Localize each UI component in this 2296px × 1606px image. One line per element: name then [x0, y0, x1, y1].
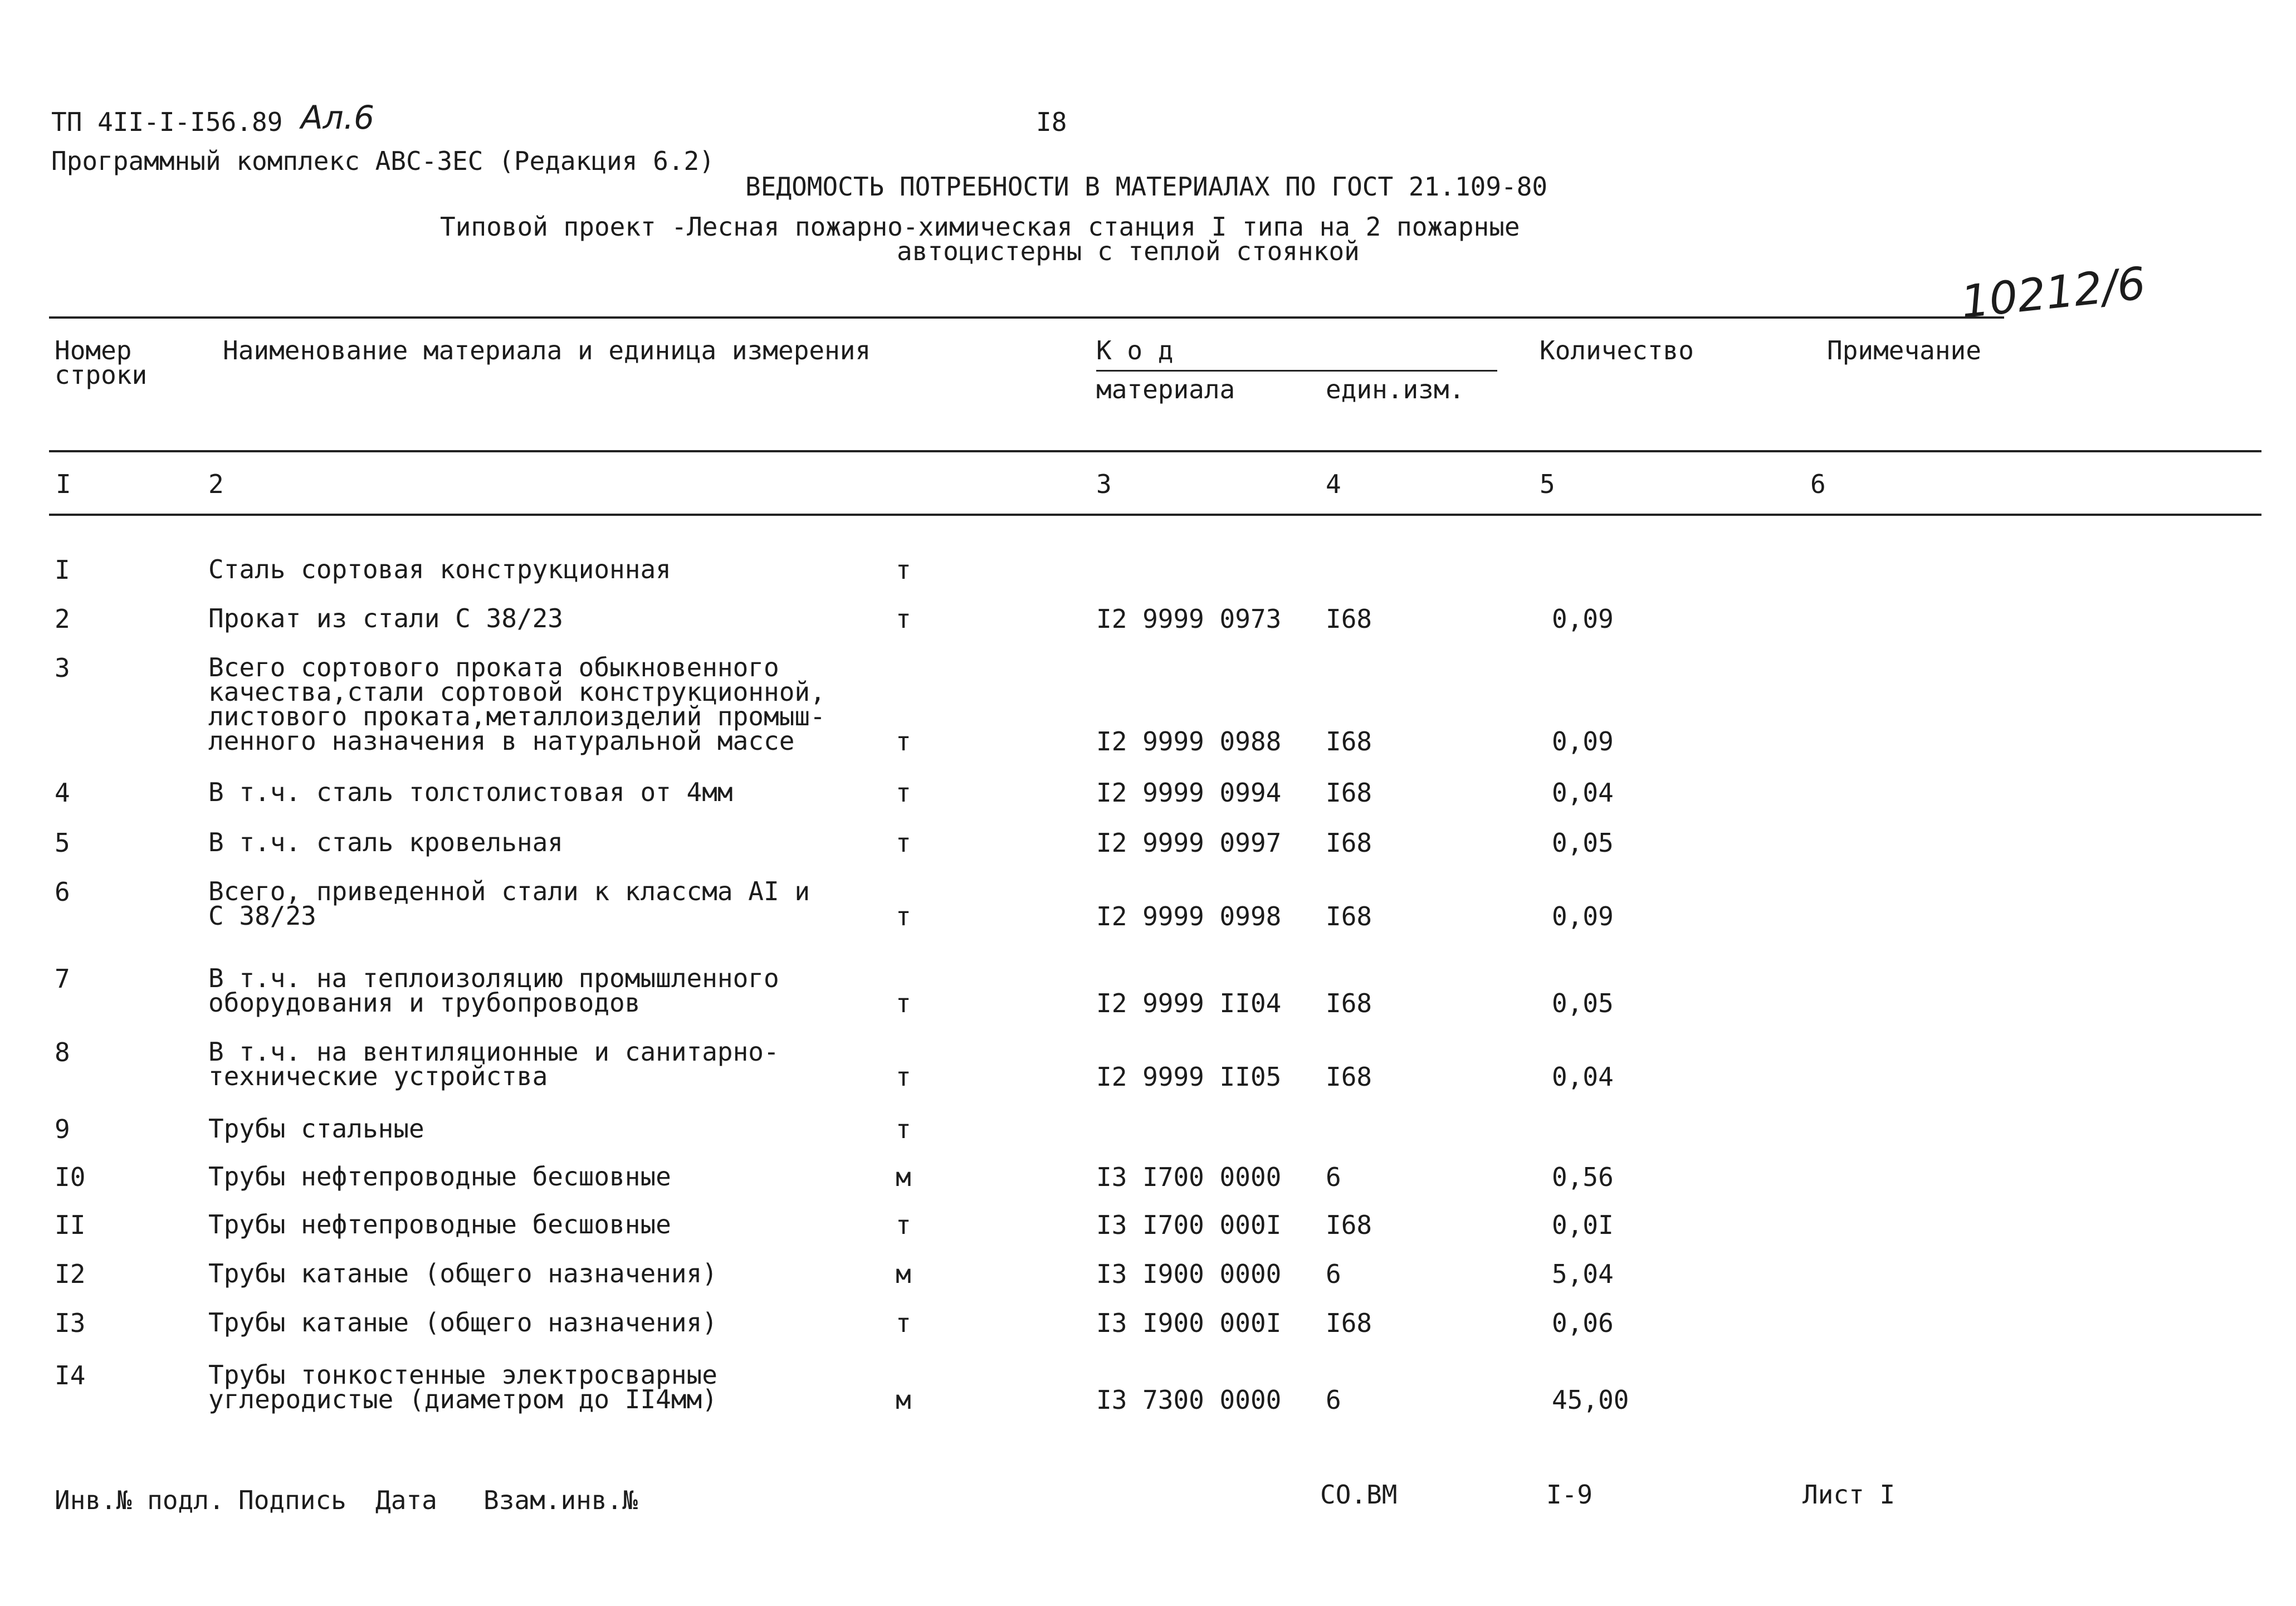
material-name	[208, 554, 671, 584]
unit-code: I68	[1326, 1210, 1372, 1240]
quantity: 0,56	[1552, 1162, 1614, 1192]
material-code: I3 I900 0000	[1096, 1259, 1282, 1289]
column-number-5: 5	[1540, 469, 1555, 499]
quantity: 0,09	[1552, 726, 1614, 756]
unit-code: 6	[1326, 1385, 1341, 1415]
unit-symbol: т	[896, 1114, 911, 1144]
unit-symbol: т	[896, 1308, 911, 1338]
column-number-2: 2	[208, 469, 224, 499]
unit-symbol: т	[896, 1210, 911, 1240]
unit-code: 6	[1326, 1259, 1341, 1289]
material-name	[208, 652, 825, 756]
material-name-line: Сталь сортовая конструкционная	[208, 554, 671, 584]
unit-symbol: м	[896, 1385, 911, 1415]
material-code: I2 9999 0997	[1096, 828, 1282, 858]
material-code: I2 9999 0973	[1096, 604, 1282, 634]
row-number: I	[55, 555, 70, 585]
column-header-quantity: Количество	[1540, 335, 1694, 365]
material-name-line: Всего, приведенной стали к классма АI и	[208, 876, 810, 906]
material-code: I2 9999 II05	[1096, 1062, 1282, 1092]
unit-symbol: т	[896, 988, 911, 1018]
unit-code: I68	[1326, 778, 1372, 808]
material-name-line: оборудования и трубопроводов	[208, 988, 641, 1018]
unit-symbol: т	[896, 1062, 911, 1092]
material-name-line: Прокат из стали С 38/23	[208, 603, 563, 633]
quantity: 0,04	[1552, 778, 1614, 808]
material-code: I2 9999 0994	[1096, 778, 1282, 808]
material-name-line: Трубы катаные (общего назначения)	[208, 1307, 717, 1337]
column-numbers-bottom-rule	[49, 514, 2261, 516]
material-name	[208, 1037, 779, 1091]
material-code: I3 7300 0000	[1096, 1385, 1282, 1415]
column-header-row-number	[55, 335, 148, 390]
column-number-3: 3	[1096, 469, 1112, 499]
row-number: 6	[55, 877, 70, 907]
material-name-line: качества,стали сортовой конструкционной,	[208, 677, 825, 707]
row-number-line1: Номер	[55, 335, 132, 365]
row-number: 4	[55, 778, 70, 808]
quantity: 0,04	[1552, 1062, 1614, 1092]
material-code: I2 9999 0998	[1096, 901, 1282, 931]
unit-code: I68	[1326, 1308, 1372, 1338]
material-name	[208, 777, 733, 807]
quantity: 0,09	[1552, 901, 1614, 931]
material-name-line: листового проката,металлоизделий промыш-	[208, 701, 825, 731]
material-name	[208, 1161, 671, 1192]
column-header-name: Наименование материала и единица измерения	[223, 335, 871, 365]
column-header-code-material: материала	[1096, 374, 1235, 404]
row-number: I3	[55, 1308, 86, 1338]
material-name	[208, 1360, 717, 1414]
unit-code: I68	[1326, 901, 1372, 931]
unit-symbol: т	[896, 726, 911, 756]
unit-symbol: м	[896, 1259, 911, 1289]
unit-symbol: т	[896, 828, 911, 858]
unit-code: I68	[1326, 988, 1372, 1018]
unit-symbol: т	[896, 555, 911, 585]
column-header-code-unit: един.изм.	[1326, 374, 1465, 404]
code-subheader-rule	[1096, 370, 1497, 372]
material-name	[208, 827, 563, 857]
row-number: 5	[55, 828, 70, 858]
header-bottom-rule	[49, 450, 2261, 452]
footer-date: Дата	[375, 1485, 437, 1515]
material-name-line: Всего сортового проката обыкновенного	[208, 652, 779, 682]
row-number: 9	[55, 1114, 70, 1144]
unit-symbol: т	[896, 778, 911, 808]
unit-symbol: т	[896, 604, 911, 634]
unit-code: 6	[1326, 1162, 1341, 1192]
unit-code: I68	[1326, 828, 1372, 858]
unit-symbol: т	[896, 901, 911, 931]
unit-code: I68	[1326, 1062, 1372, 1092]
footer-signature: Подпись	[238, 1485, 346, 1515]
row-number: 7	[55, 964, 70, 994]
material-code: I3 I700 0000	[1096, 1162, 1282, 1192]
material-name	[208, 1307, 717, 1337]
unit-code: I68	[1326, 604, 1372, 634]
material-name	[208, 1209, 671, 1239]
project-title-line2: автоцистерны с теплой стоянкой	[897, 236, 1360, 266]
quantity: 0,05	[1552, 988, 1614, 1018]
material-name-line: В т.ч. сталь кровельная	[208, 827, 563, 857]
footer-code: СО.ВМ	[1320, 1480, 1398, 1510]
material-name	[208, 963, 779, 1018]
unit-symbol: м	[896, 1162, 911, 1192]
material-code: I2 9999 II04	[1096, 988, 1282, 1018]
row-number: I4	[55, 1360, 86, 1390]
quantity: 0,05	[1552, 828, 1614, 858]
quantity: 0,09	[1552, 604, 1614, 634]
material-name-line: Трубы катаные (общего назначения)	[208, 1258, 717, 1288]
row-number: 3	[55, 653, 70, 683]
column-header-note: Примечание	[1827, 335, 1981, 365]
material-name	[208, 1114, 424, 1144]
material-name-line: ленного назначения в натуральной массе	[208, 726, 795, 756]
unit-code: I68	[1326, 726, 1372, 756]
material-name	[208, 1258, 717, 1288]
quantity: 0,0I	[1552, 1210, 1614, 1240]
page-number: I8	[1036, 107, 1067, 137]
doc-reference-handwritten: Ал.6	[301, 99, 375, 136]
row-number: I0	[55, 1162, 86, 1192]
quantity: 0,06	[1552, 1308, 1614, 1338]
document-title: ВЕДОМОСТЬ ПОТРЕБНОСТИ В МАТЕРИАЛАХ ПО ГОСТ 21.109-80	[745, 172, 1548, 202]
row-number: I2	[55, 1259, 86, 1289]
software-line: Программный комплекс АВС-3ЕС (Редакция 6.2)	[51, 146, 715, 176]
material-code: I2 9999 0988	[1096, 726, 1282, 756]
material-name-line: Трубы нефтепроводные бесшовные	[208, 1209, 671, 1239]
quantity: 5,04	[1552, 1259, 1614, 1289]
material-name-line: Трубы тонкостенные электросварные	[208, 1360, 717, 1390]
footer-section: I-9	[1546, 1480, 1593, 1510]
material-code: I3 I900 000I	[1096, 1308, 1282, 1338]
column-number-6: 6	[1810, 469, 1826, 499]
material-name-line: С 38/23	[208, 901, 316, 931]
row-number-line2: строки	[55, 360, 148, 390]
project-title-line1: Типовой проект -Лесная пожарно-химическая станция I типа на 2 пожарные	[440, 212, 1520, 242]
doc-reference: ТП 4II-I-I56.89	[51, 107, 283, 137]
column-number-4: 4	[1326, 469, 1341, 499]
material-name-line: В т.ч. на вентиляционные и санитарно-	[208, 1037, 779, 1067]
material-name-line: Трубы стальные	[208, 1114, 424, 1144]
material-name	[208, 603, 563, 633]
row-number: II	[55, 1210, 86, 1240]
footer-sheet: Лист I	[1802, 1480, 1896, 1510]
material-name-line: Трубы нефтепроводные бесшовные	[208, 1161, 671, 1192]
table-top-rule	[49, 316, 2004, 319]
footer-replaced-inv: Взам.инв.№	[483, 1485, 638, 1515]
material-name-line: технические устройства	[208, 1061, 548, 1091]
row-number: 2	[55, 604, 70, 634]
material-name-line: В т.ч. на теплоизоляцию промышленного	[208, 963, 779, 993]
row-number: 8	[55, 1037, 70, 1067]
handwritten-number: 10212/6	[1958, 257, 2148, 329]
material-name-line: В т.ч. сталь толстолистовая от 4мм	[208, 777, 733, 807]
footer-inv-number: Инв.№ подл.	[55, 1485, 224, 1515]
column-header-code: К о д	[1096, 335, 1174, 365]
column-number-1: I	[56, 469, 71, 499]
material-name-line: углеродистые (диаметром до II4мм)	[208, 1384, 717, 1414]
material-name	[208, 876, 810, 931]
material-code: I3 I700 000I	[1096, 1210, 1282, 1240]
quantity: 45,00	[1552, 1385, 1629, 1415]
